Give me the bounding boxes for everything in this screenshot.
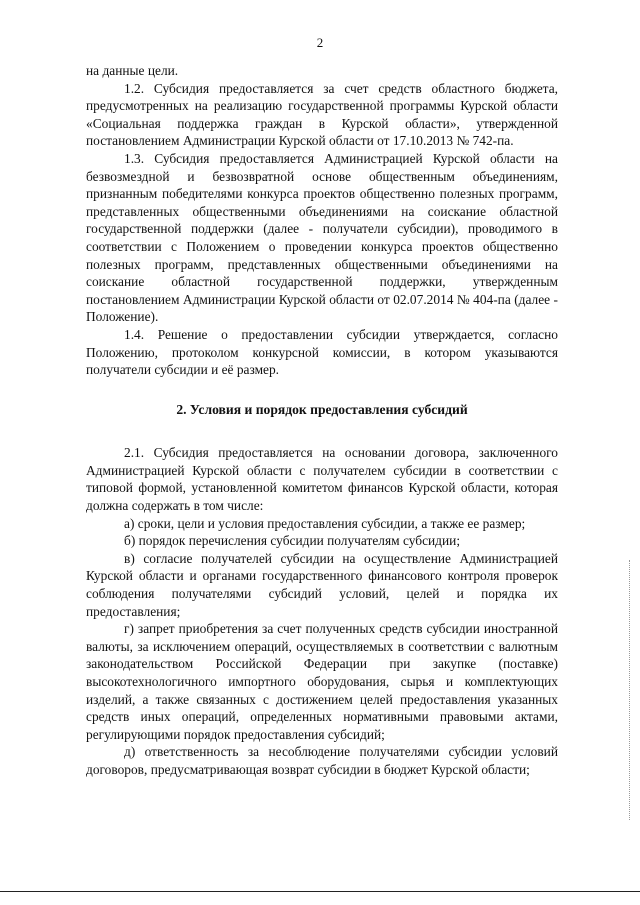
paragraph-1-3: 1.3. Субсидия предоставляется Администрацией Курской области на безвозмездной и безвозвратной основе общественным объединениям, признанным победителями конкурса проектов общественно полезных программ, представленных общественными объединениями на соискание областной государственной поддержки (далее - получатели субсидии), проводимого в соответствии с Положением о проведении конкурса проектов общественно полезных программ, представленных общественными объединениями на соискание областной государственной поддержки, утвержденным постановлением Администрации Курской области от 02.07.2014 № 404-па (далее - Положение). (86, 150, 558, 325)
section-heading: 2. Условия и порядок предоставления субсидий (176, 401, 468, 417)
list-item-d: д) ответственность за несоблюдение получателями субсидии условий договоров, предусматривающая возврат субсидии в бюджет Курской области; (86, 744, 558, 777)
page-number: 2 (316, 35, 324, 50)
paragraph-1-2: 1.2. Субсидия предоставляется за счет средств областного бюджета, предусмотренных на реализацию государственной программы Курской области «Социальная поддержка граждан в Курской области», утвержденной постановлением Администрации Курской области от 17.10.2013 № 742-па. (86, 80, 558, 149)
list-item-a: а) сроки, цели и условия предоставления субсидии, а также ее размер; (124, 515, 526, 531)
paragraph-1-4: 1.4. Решение о предоставлении субсидии утверждается, согласно Положению, протоколом конкурсной комиссии, в котором указываются получатели субсидии и её размер. (86, 326, 558, 378)
paragraph-2-1: 2.1. Субсидия предоставляется на основании договора, заключенного Администрацией Курской области с получателем субсидии в соответствии с типовой формой, установленной комитетом финансов Курской области, которая должна содержать в том числе: (86, 445, 558, 514)
paragraph-continuation: на данные цели. (86, 63, 179, 78)
document-body (86, 62, 558, 779)
list-item-v: в) согласие получателей субсидии на осуществление Администрацией Курской области и органами государственного финансового контроля проверок соблюдения получателями субсидий условий, целей и порядка их предоставления; (86, 550, 558, 619)
scan-edge-artifact (629, 560, 630, 820)
page-bottom-rule (0, 891, 640, 892)
list-item-b: б) порядок перечисления субсидии получателям субсидии; (124, 533, 461, 549)
list-item-g: г) запрет приобретения за счет полученных средств субсидии иностранной валюты, за исключением операций, осуществляемых в соответствии с валютным законодательством Российской Федерации при закупке (поставке) высокотехнологичного импортного оборудования, сырья и комплектующих изделий, а также связанных с достижением целей предоставления указанных средств иных операций, определенных нормативными правовыми актами, регулирующими порядок предоставления субсидий; (86, 621, 558, 742)
